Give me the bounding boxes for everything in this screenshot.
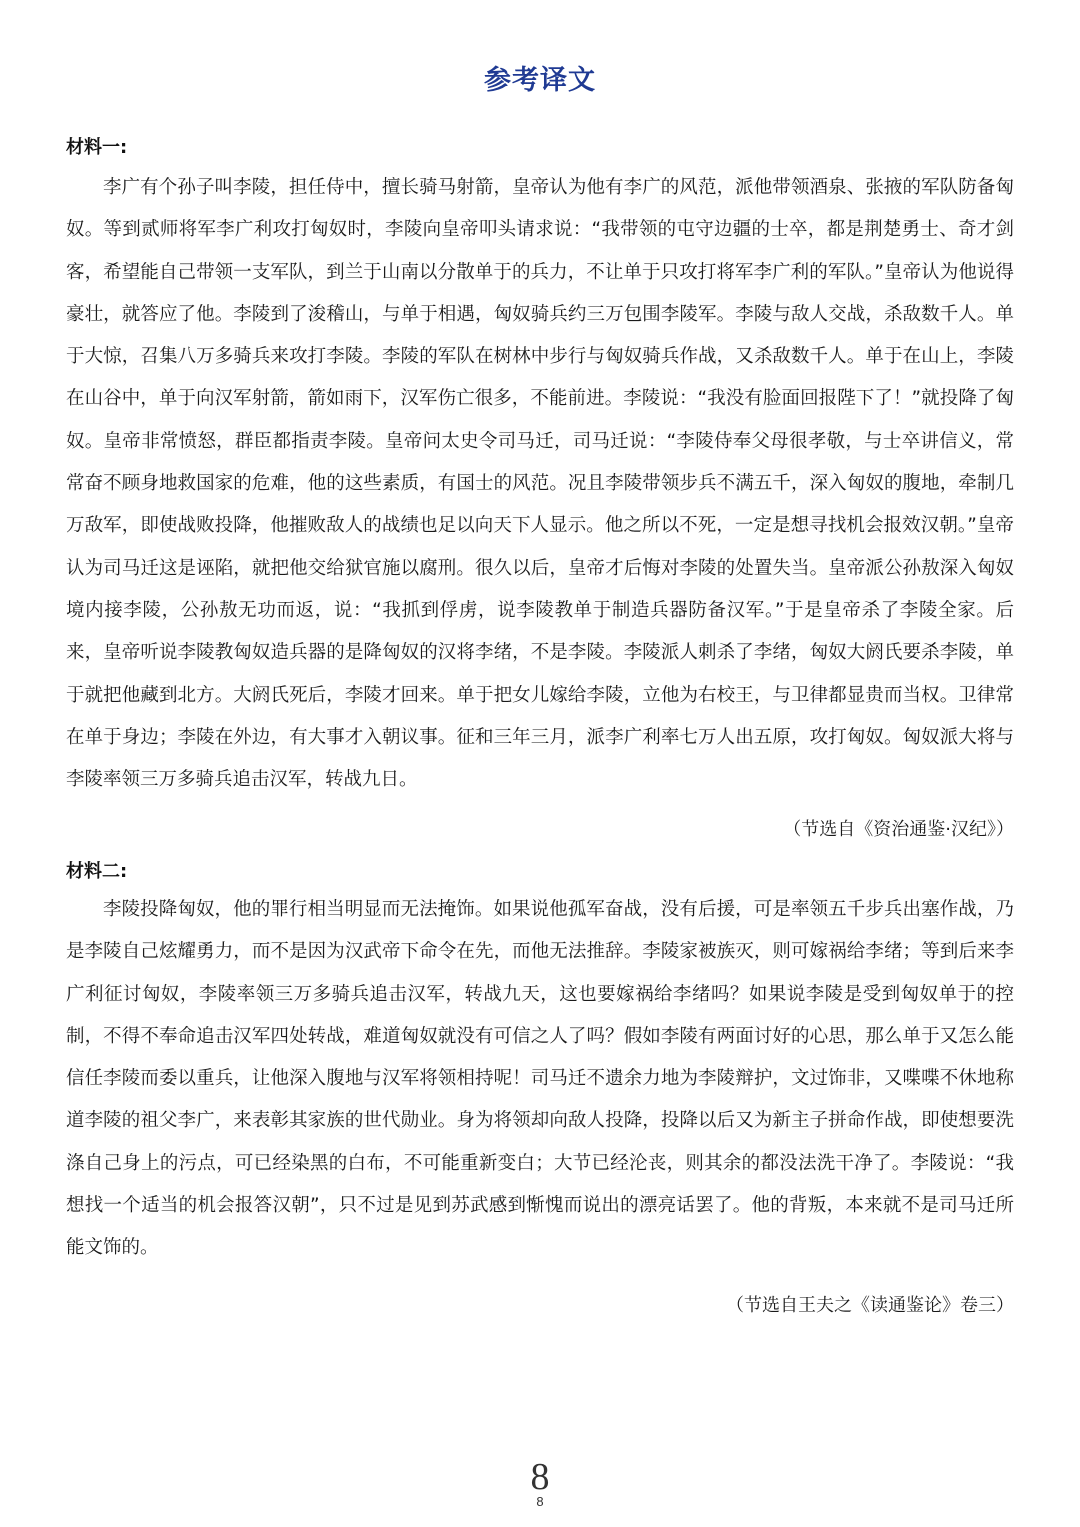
material-one-heading: 材料一: — [66, 137, 128, 158]
material-one-source: （节选自《资治通鉴·汉纪》） — [783, 819, 1014, 840]
document-title: 参考译文 — [484, 65, 596, 96]
page-number-small: 8 — [536, 1494, 544, 1509]
material-one-paragraph: 李广有个孙子叫李陵，担任侍中，擅长骑马射箭，皇帝认为他有李广的风范，派他带领酒泉、张掖的军队防备匈奴。等到贰师将军李广利攻打匈奴时，李陵向皇帝叩头请求说：“我带领的屯守边疆的士卒，都是荆楚勇士、奇才剑客，希望能自己带领一支军队，到兰于山南以分散单于的兵力，不让单于只攻打将军李广利的军队。”皇帝认为他说得豪壮，就答应了他。李陵到了浚稽山，与单于相遇，匈奴骑兵约三万包围李陵军。李陵与敌人交战，杀敌数千人。单于大惊，召集八万多骑兵来攻打李陵。李陵的军队在树林中步行与匈奴骑兵作战，又杀敌数千人。单于在山上，李陵在山谷中，单于向汉军射箭，箭如雨下，汉军伤亡很多，不能前进。李陵说：“我没有脸面回报陛下了！”就投降了匈奴。皇帝非常愤怒，群臣都指责李陵。皇帝问太史令司马迁，司马迁说：“李陵侍奉父母很孝敬，与士卒讲信义，常常奋不顾身地救国家的危难，他的这些素质，有国士的风范。况且李陵带领步兵不满五千，深入匈奴的腹地，牵制几万敌军，即使战败投降，他摧败敌人的战绩也足以向天下人显示。他之所以不死，一定是想寻找机会报效汉朝。”皇帝认为司马迁这是诬陷，就把他交给狱官施以腐刑。很久以后，皇帝才后悔对李陵的处置失当。皇帝派公孙敖深入匈奴境内接李陵，公孙敖无功而返，说：“我抓到俘虏，说李陵教单于制造兵器防备汉军。”于是皇帝杀了李陵全家。后来，皇帝听说李陵教匈奴造兵器的是降匈奴的汉将李绪，不是李陵。李陵派人刺杀了李绪，匈奴大阏氏要杀李陵，单于就把他藏到北方。大阏氏死后，李陵才回来。单于把女儿嫁给李陵，立他为右校王，与卫律都显贵而当权。卫律常在单于身边；李陵在外边，有大事才入朝议事。征和三年三月，派李广利率七万人出五原，攻打匈奴。匈奴派大将与李陵率领三万多骑兵追击汉军，转战九日。 — [66, 177, 1014, 791]
material-two-source: （节选自王夫之《读通鉴论》卷三） — [726, 1295, 1014, 1316]
material-two-paragraph: 李陵投降匈奴，他的罪行相当明显而无法掩饰。如果说他孤军奋战，没有后援，可是率领五千步兵出塞作战，乃是李陵自己炫耀勇力，而不是因为汉武帝下命令在先，而他无法推辞。李陵家被族灭，则可嫁祸给李绪；等到后来李广利征讨匈奴，李陵率领三万多骑兵追击汉军，转战九天，这也要嫁祸给李绪吗？如果说李陵是受到匈奴单于的控制，不得不奉命追击汉军四处转战，难道匈奴就没有可信之人了吗？假如李陵有两面讨好的心思，那么单于又怎么能信任李陵而委以重兵，让他深入腹地与汉军将领相持呢！司马迁不遗余力地为李陵辩护，文过饰非，又喋喋不休地称道李陵的祖父李广，来表彰其家族的世代勋业。身为将领却向敌人投降，投降以后又为新主子拼命作战，即使想要洗涤自己身上的污点，可已经染黑的白布，不可能重新变白；大节已经沦丧，则其余的都没法洗干净了。李陵说：“我想找一个适当的机会报答汉朝”，只不过是见到苏武感到惭愧而说出的漂亮话罢了。他的背叛，本来就不是司马迁所能文饰的。 — [66, 899, 1014, 1259]
page-number: 8 — [530, 1456, 550, 1498]
material-two-heading: 材料二: — [66, 861, 128, 882]
